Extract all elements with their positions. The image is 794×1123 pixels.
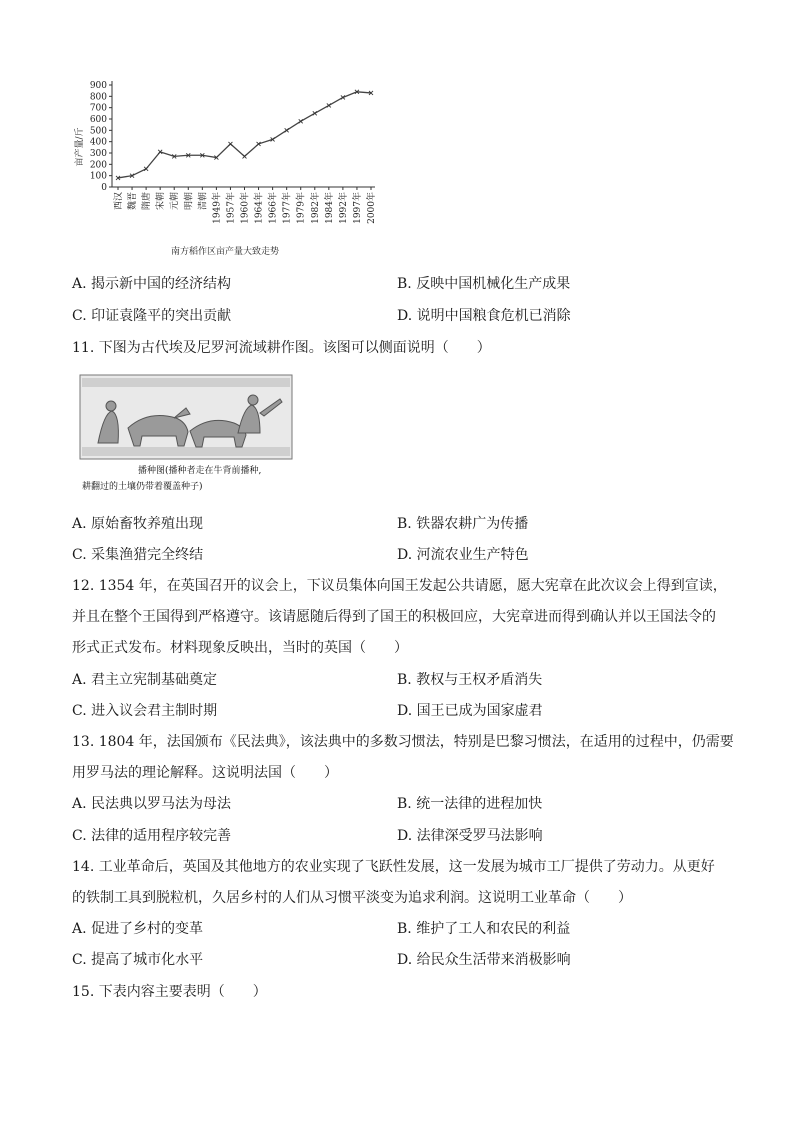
chart-svg — [70, 75, 390, 265]
illustration-svg — [78, 373, 294, 495]
x-tick-label: 1949年 — [212, 192, 223, 224]
data-point — [285, 128, 289, 132]
x-tick-label: 1966年 — [268, 192, 279, 224]
q13-options-row-2 — [72, 825, 732, 847]
q15-stem: 15. 下表内容主要表明（ ） — [72, 984, 267, 1000]
x-tick-label: 1977年 — [282, 192, 293, 224]
q12-stem-line1: 12. 1354 年，在英国召开的议会上，下议员集体向国王发起公共请愿，愿大宪章在此次议会上得到宣读， — [72, 578, 727, 594]
q13-option-b[interactable]: B. 统一法律的进程加快 — [397, 796, 543, 812]
illustration-caption-line2: 耕翻过的土壤仍带着覆盖种子) — [82, 482, 203, 492]
data-point — [299, 119, 303, 123]
data-point — [327, 103, 331, 107]
y-tick-label: 400 — [89, 137, 107, 148]
q12-option-a[interactable]: A. 君主立宪制基础奠定 — [72, 672, 218, 688]
x-tick-label: 魏晋 — [128, 192, 139, 211]
chart-title: 南方稻作区亩产量大致走势 — [170, 247, 280, 257]
x-tick-label: 1964年 — [254, 192, 265, 224]
q10-option-b[interactable]: B. 反映中国机械化生产成果 — [397, 276, 571, 292]
y-tick-label: 200 — [89, 160, 107, 171]
q13-option-c[interactable]: C. 法律的适用程序较完善 — [72, 828, 232, 844]
q13-option-a[interactable]: A. 民法典以罗马法为母法 — [72, 796, 232, 812]
q14-stem-line2: 的铁制工具到脱粒机，久居乡村的人们从习惯平淡变为追求利润。这说明工业革命（ ） — [72, 890, 632, 906]
x-tick-label: 隋唐 — [142, 192, 153, 211]
plowman-head — [248, 395, 258, 405]
q11-stem: 11. 下图为古代埃及尼罗河流域耕作图。该图可以侧面说明（ ） — [72, 340, 491, 356]
q10-options-row-2 — [72, 305, 732, 327]
q12-option-d[interactable]: D. 国王已成为国家虚君 — [397, 703, 543, 719]
q13-option-d[interactable]: D. 法律深受罗马法影响 — [397, 828, 543, 844]
q10-option-d[interactable]: D. 说明中国粮食危机已消除 — [397, 308, 571, 324]
q12-options-row-1 — [72, 669, 732, 691]
y-tick-label: 700 — [89, 103, 107, 114]
q13-stem-line1: 13. 1804 年，法国颁布《民法典》，该法典中的多数习惯法，特别是巴黎习惯法，在适用的过程中，仍需要 — [72, 734, 734, 750]
nile-farming-illustration — [78, 373, 294, 495]
q10-options-row-1 — [72, 273, 732, 295]
y-tick-label: 600 — [89, 115, 107, 125]
y-tick-label: 300 — [89, 149, 107, 159]
x-tick-label: 1979年 — [296, 192, 307, 224]
q11-options-row-1 — [72, 513, 732, 535]
q14-options-row-1 — [72, 918, 732, 940]
q11-option-d[interactable]: D. 河流农业生产特色 — [397, 547, 529, 563]
rice-yield-chart — [70, 75, 390, 265]
x-tick-label: 清朝 — [198, 192, 209, 211]
relief-top-band — [82, 378, 290, 387]
chart-ylabel: 亩产量/斤 — [75, 127, 85, 167]
q11-options-row-2 — [72, 544, 732, 566]
q11-option-b[interactable]: B. 铁器农耕广为传播 — [397, 516, 529, 532]
q12-option-b[interactable]: B. 教权与王权矛盾消失 — [397, 672, 543, 688]
q12-option-c[interactable]: C. 进入议会君主制时期 — [72, 703, 218, 719]
x-tick-label: 1960年 — [240, 192, 251, 224]
x-tick-label: 1992年 — [338, 192, 349, 224]
q14-option-b[interactable]: B. 维护了工人和农民的利益 — [397, 921, 571, 937]
q12-stem-line2: 并且在整个王国得到严格遵守。该请愿随后得到了国王的积极回应，大宪章进而得到确认并以王国法令的 — [72, 609, 716, 625]
y-tick-label: 500 — [89, 126, 107, 137]
q12-options-row-2 — [72, 700, 732, 722]
relief-bottom-band — [82, 447, 290, 456]
q10-option-c[interactable]: C. 印证袁隆平的突出贡献 — [72, 308, 232, 324]
y-tick-label: 900 — [89, 81, 107, 91]
data-point — [243, 154, 247, 158]
q14-option-a[interactable]: A. 促进了乡村的变革 — [72, 921, 204, 937]
q14-option-d[interactable]: D. 给民众生活带来消极影响 — [397, 952, 571, 968]
x-tick-label: 西汉 — [114, 192, 124, 211]
yield-series-line — [118, 92, 371, 178]
x-tick-label: 1984年 — [324, 192, 335, 224]
data-point — [228, 142, 232, 146]
q11-option-c[interactable]: C. 采集渔猎完全终结 — [72, 547, 204, 563]
q14-stem-line1: 14. 工业革命后，英国及其他地方的农业实现了飞跃性发展，这一发展为城市工厂提供了劳动力。从更好 — [72, 859, 715, 875]
q14-options-row-2 — [72, 949, 732, 971]
illustration-caption-line1: 播种图(播种者走在牛背前播种, — [138, 466, 262, 476]
y-tick-label: 100 — [89, 171, 107, 182]
x-tick-label: 2000年 — [367, 192, 377, 224]
q11-option-a[interactable]: A. 原始畜牧养殖出现 — [72, 516, 204, 532]
sower-head — [106, 401, 116, 411]
y-tick-label: 800 — [89, 92, 107, 103]
q14-option-c[interactable]: C. 提高了城市化水平 — [72, 952, 204, 968]
x-tick-label: 明朝 — [184, 192, 195, 211]
y-tick-label: 0 — [101, 183, 107, 193]
q13-stem-line2: 用罗马法的理论解释。这说明法国（ ） — [72, 765, 338, 781]
q12-stem-line3: 形式正式发布。材料现象反映出，当时的英国（ ） — [72, 640, 408, 656]
x-tick-label: 元朝 — [170, 192, 181, 211]
data-point — [313, 111, 317, 115]
q13-options-row-1 — [72, 793, 732, 815]
x-tick-label: 宋朝 — [156, 192, 167, 211]
q10-option-a[interactable]: A. 揭示新中国的经济结构 — [72, 276, 232, 292]
x-tick-label: 1997年 — [352, 192, 363, 224]
x-tick-label: 1957年 — [226, 192, 237, 224]
x-tick-label: 1982年 — [310, 192, 321, 224]
